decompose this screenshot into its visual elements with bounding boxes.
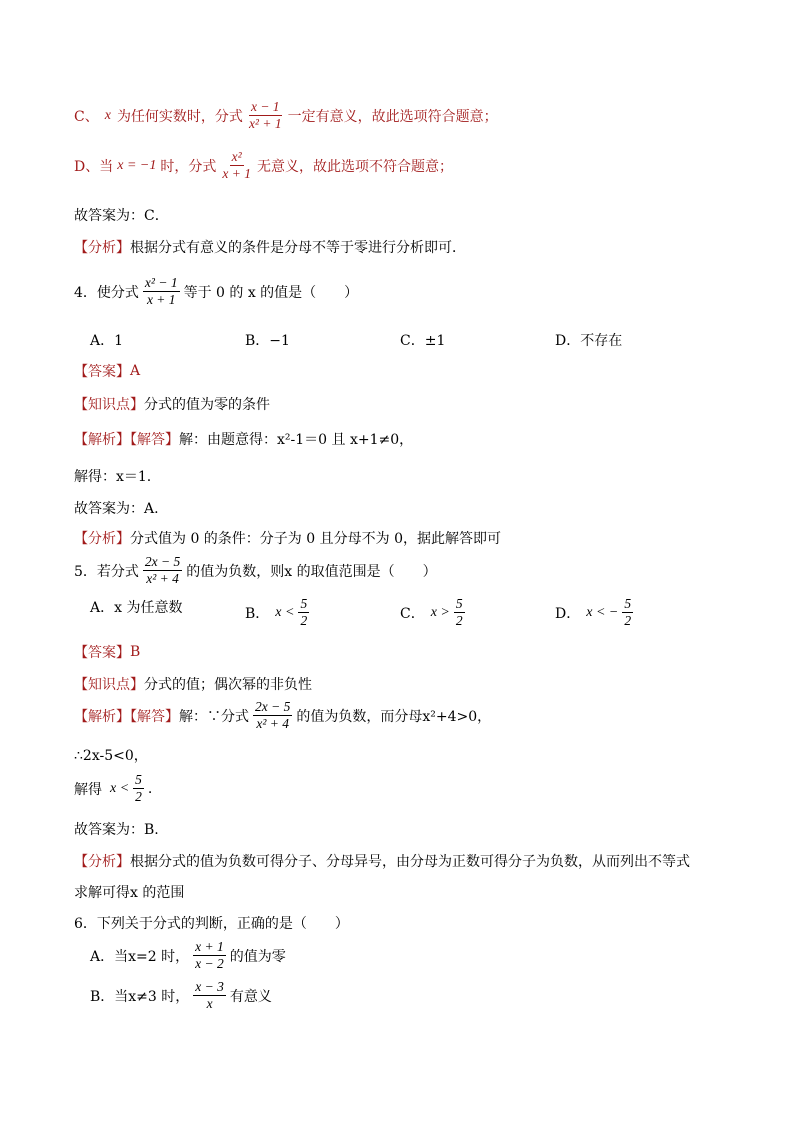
q3-d-denominator: x + 1 [222, 166, 251, 182]
q5-sol-prefix: 解：∵分式 [179, 708, 249, 725]
q5-c-denominator: 2 [455, 613, 463, 629]
q4-step-text: 解得：x＝1. [74, 469, 152, 485]
q4-final [74, 498, 159, 518]
q5-option-a-label: A．x 为任意数 [90, 600, 183, 616]
q5-step2: 解得 x < $\frac{5}{2}$ . [74, 772, 153, 805]
q6-b-denominator: x [206, 996, 213, 1012]
q5-option-d [555, 597, 637, 628]
q3-answer [74, 205, 169, 225]
q5-option-c-fraction [454, 597, 465, 628]
q4-stem-prefix: 4．使分式 [74, 284, 139, 301]
q6-stem [74, 913, 349, 933]
q4-option-c-label: C．±1 [400, 333, 446, 349]
q4-denominator: x + 1 [146, 292, 176, 308]
q4-kp-tag: 【知识点】 [74, 397, 144, 413]
q4-knowledge-point [74, 394, 270, 414]
q5-analysis-line1: 根据分式的值为负数可得分子、分母异号，由分母为正数可得分子为负数，从而列出不等式 [130, 854, 690, 870]
q5-kp-tag: 【知识点】 [74, 677, 144, 693]
q6-b-numerator: x − 3 [193, 980, 226, 996]
q5-option-b-letter: B． [245, 605, 270, 622]
q3-d-text: 时，分式 [160, 158, 217, 175]
q5-option-d-relation: x < − [586, 604, 619, 620]
q5-denominator: x² + 4 [146, 571, 179, 587]
q3-analysis-text: 根据分式有意义的条件是分母不等于零进行分析即可． [130, 240, 466, 256]
q4-sol-text: 解：由题意得：x²-1＝0 且 x+1≠0， [179, 432, 414, 448]
q6-b-prefix: B．当x≠3 时， [90, 988, 190, 1005]
q6-a-fraction [193, 940, 226, 971]
q5-step2-prefix: 解得 [74, 781, 102, 798]
q5-analysis [74, 851, 690, 871]
q6-b-suffix: 有意义 [229, 988, 272, 1005]
q5-b-numerator: 5 [298, 597, 309, 613]
q5-option-a [90, 597, 182, 617]
q3-c-variable: x [104, 107, 111, 123]
q4-fraction [143, 276, 180, 307]
q4-answer [74, 361, 140, 381]
q5-step1-text: ∴2x-5<0， [74, 748, 148, 764]
q5-stem [74, 555, 437, 586]
q3-c-denominator: x² + 1 [248, 116, 282, 132]
q3-d-numerator: x² [230, 150, 244, 166]
q4-stem-suffix: 等于 0 的 x 的值是（ ） [183, 284, 359, 301]
q3-option-c [74, 100, 498, 131]
q4-option-d [555, 330, 622, 350]
q3-analysis [74, 237, 466, 257]
q4-solution [74, 429, 413, 449]
q5-answer [74, 642, 140, 662]
q3-d-fraction [220, 150, 253, 181]
q5-option-c [400, 597, 469, 628]
q5-solution [74, 700, 491, 731]
q5-final [74, 819, 159, 839]
q6-b-fraction [193, 980, 226, 1011]
q5-option-c-letter: C． [400, 605, 425, 622]
q5-c-numerator: 5 [454, 597, 465, 613]
q6-option-b [90, 980, 272, 1011]
q5-option-d-fraction [622, 597, 633, 628]
q5-step2-fraction [133, 773, 144, 804]
q4-option-b [245, 330, 290, 350]
q5-option-b-fraction [298, 597, 309, 628]
q4-option-a-label: A．1 [90, 333, 124, 349]
q5-sol-denominator: x² + 4 [256, 716, 289, 732]
q5-fraction [143, 555, 182, 586]
q3-d-conclusion: 无意义，故此选项不符合题意； [256, 158, 453, 175]
q4-analysis-text: 分式值为 0 的条件：分子为 0 且分母不为 0，据此解答即可 [130, 531, 501, 547]
q5-d-numerator: 5 [622, 597, 633, 613]
q5-option-d-letter: D． [555, 605, 581, 622]
q5-step2-relation: x < [110, 780, 130, 796]
q4-stem [74, 276, 358, 307]
q6-a-denominator: x − 2 [195, 956, 224, 972]
q6-stem-text: 6．下列关于分式的判断，正确的是（ ） [74, 916, 349, 932]
q5-final-text: 故答案为：B. [74, 822, 159, 838]
q4-numerator: x² − 1 [143, 276, 180, 292]
q3-c-text: 为任何实数时，分式 [116, 108, 243, 125]
q3-option-d [74, 150, 453, 181]
q4-step [74, 466, 151, 486]
q4-analysis [74, 528, 501, 548]
q6-a-suffix: 的值为零 [229, 948, 286, 965]
q6-a-numerator: x + 1 [193, 940, 226, 956]
q5-sol-tag: 【解析】【解答】 [74, 708, 179, 725]
q5-kp-text: 分式的值；偶次幂的非负性 [144, 677, 312, 693]
q5-sol-numerator: 2x − 5 [253, 700, 292, 716]
q3-answer-text: 故答案为：C． [74, 208, 169, 224]
q5-answer-tag: 【答案】 [74, 645, 130, 661]
q5-d-denominator: 2 [624, 613, 632, 629]
q5-knowledge-point [74, 674, 312, 694]
q6-option-a [90, 940, 286, 971]
q4-answer-tag: 【答案】 [74, 364, 130, 380]
q5-analysis-line2: 求解可得x 的范围 [74, 885, 185, 901]
q3-d-prefix: D、当 [74, 158, 114, 175]
q5-numerator: 2x − 5 [143, 555, 182, 571]
q5-step2-numerator: 5 [133, 773, 144, 789]
q3-c-fraction [247, 100, 284, 131]
q4-kp-text: 分式的值为零的条件 [144, 397, 270, 413]
q5-stem-prefix: 5．若分式 [74, 563, 139, 580]
q4-sol-tag: 【解析】【解答】 [74, 432, 179, 448]
q5-b-denominator: 2 [300, 613, 308, 629]
q5-sol-suffix: 的值为负数，而分母x²+4>0， [296, 708, 492, 725]
q6-a-prefix: A．当x=2 时， [90, 948, 190, 965]
q5-step1 [74, 745, 148, 765]
q5-option-b [245, 597, 313, 628]
q5-analysis-tag: 【分析】 [74, 854, 130, 870]
q5-stem-suffix: 的值为负数，则x 的取值范围是（ ） [186, 563, 437, 580]
q4-final-text: 故答案为：A. [74, 501, 159, 517]
q3-d-condition: x = −1 [117, 157, 157, 173]
q4-option-a [90, 330, 123, 350]
q3-analysis-tag: 【分析】 [74, 240, 130, 256]
q4-option-d-label: D．不存在 [555, 333, 623, 349]
q4-answer-value: A [130, 363, 141, 379]
q3-c-prefix: C、 [74, 108, 99, 125]
q4-analysis-tag: 【分析】 [74, 531, 130, 547]
q5-analysis-cont [74, 882, 184, 902]
q3-c-conclusion: 一定有意义，故此选项符合题意； [287, 108, 498, 125]
q5-option-c-relation: x > [430, 604, 450, 620]
q5-step2-denominator: 2 [135, 789, 142, 805]
q5-answer-value: B [130, 644, 141, 660]
q3-c-numerator: x − 1 [249, 100, 282, 116]
q5-option-b-relation: x < [275, 604, 295, 620]
q5-sol-fraction [253, 700, 292, 731]
q4-option-c [400, 330, 445, 350]
q4-option-b-label: B．−1 [245, 333, 290, 349]
